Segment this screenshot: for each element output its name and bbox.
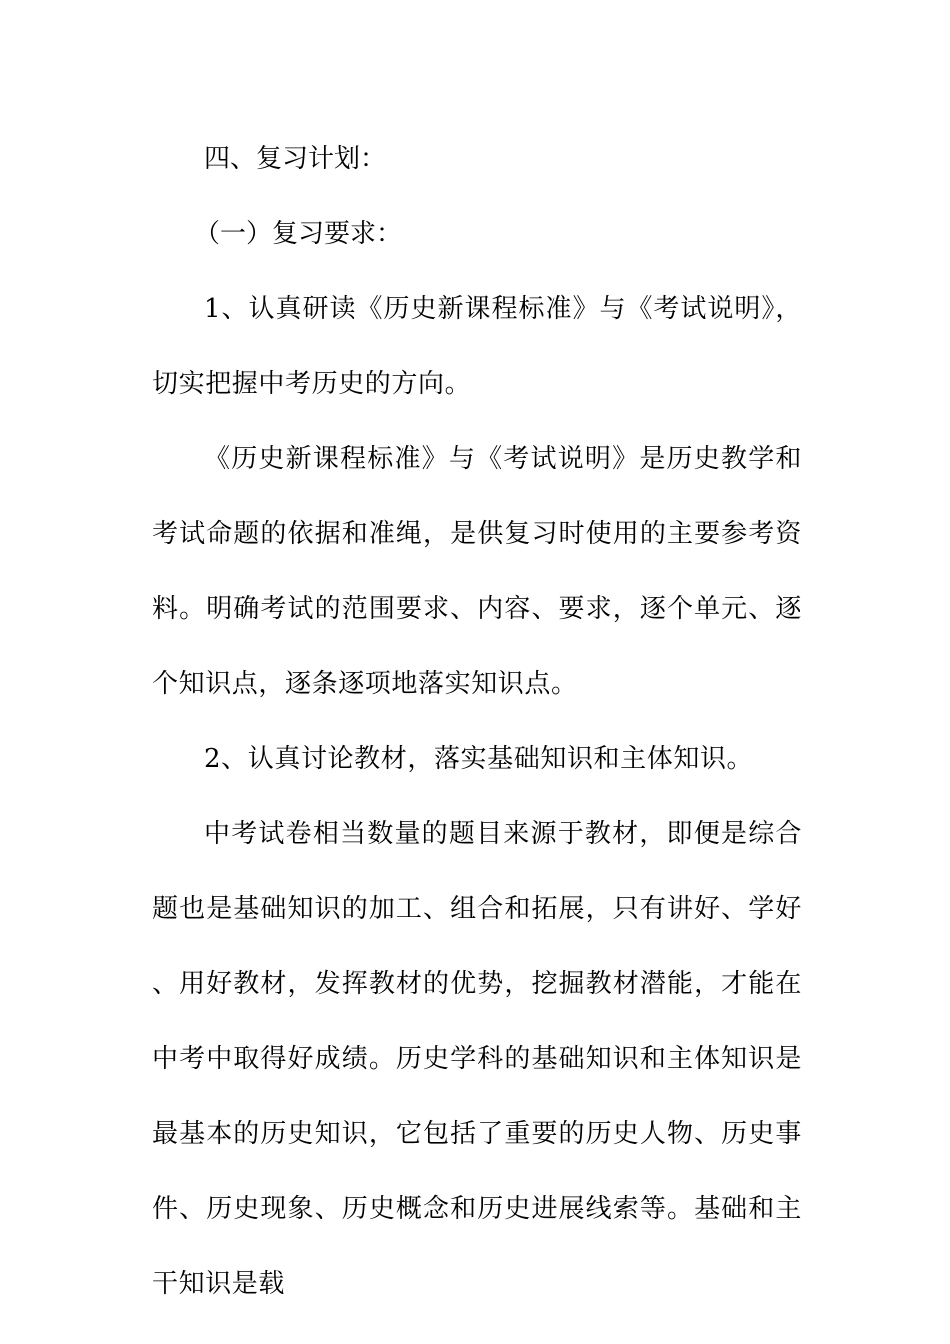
document-body: [152, 122, 802, 1322]
paragraph-requirement-2-detail: 中考试卷相当数量的题目来源于教材，即便是综合题也是基础知识的加工、组合和拓展，只有讲好、学好、用好教材，发挥教材的优势，挖掘教材潜能，才能在中考中取得好成绩。历史学科的基础知识和主体知识是最基本的历史知识，它包括了重要的历史人物、历史事件、历史现象、历史概念和历史进展线索等。基础和主干知识是载: [152, 819, 802, 1299]
paragraph-requirement-1: 1、认真研读《历史新课程标准》与《考试说明》，切实把握中考历史的方向。: [152, 294, 802, 399]
paragraph-requirement-1-detail: 《历史新课程标准》与《考试说明》是历史教学和考试命题的依据和准绳，是供复习时使用的主要参考资料。明确考试的范围要求、内容、要求，逐个单元、逐个知识点，逐条逐项地落实知识点。: [152, 444, 802, 699]
section-heading: 四、复习计划：: [204, 144, 387, 174]
paragraph-requirement-2: 2、认真讨论教材，落实基础知识和主体知识。: [204, 744, 754, 774]
subsection-heading: （一）复习要求：: [194, 219, 403, 249]
